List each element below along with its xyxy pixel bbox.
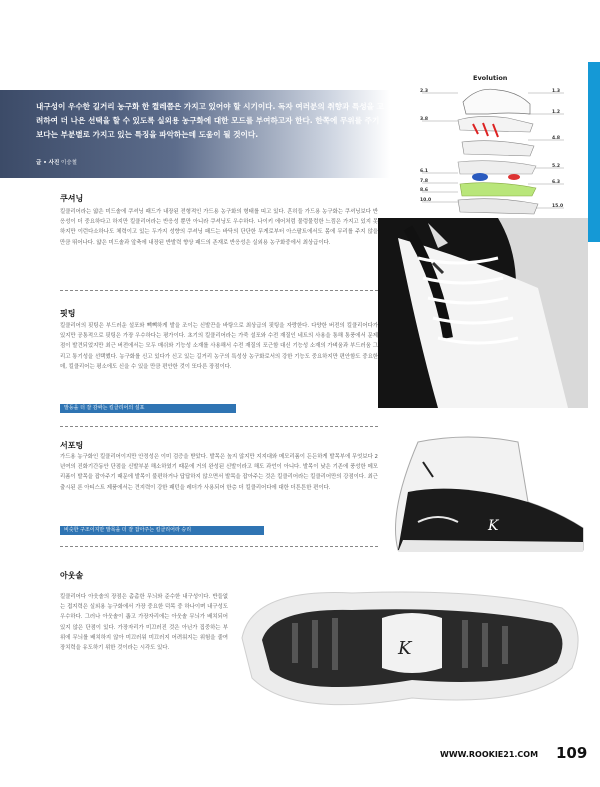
svg-text:K: K: [398, 638, 412, 659]
evolution-label: 7.8: [420, 179, 428, 184]
evolution-label: 10.0: [420, 198, 432, 203]
section-title-fitting: 핏팅: [60, 309, 76, 318]
svg-text:K: K: [488, 518, 499, 534]
section-tab: [588, 62, 600, 242]
evolution-label: 15.0: [552, 204, 564, 209]
photo-caption-supporting: 비슷한 구조이지만 발목을 더 잘 잡아주는 킬클리어라 승리: [60, 526, 264, 535]
section-body-outsole: 킬클리어다 아웃솔의 장점은 촘촘한 무늬와 준수한 내구성이다. 반들없는 접지력은 실외용 농구화에서 가장 중요한 덕목 중 하나이며 내구성도 우수하다. 그러나 아웃솔이 좁고 가장자리에는 아웃솔 무늬가 배치되어 있지 않은 단점이 있다. 가장자리가 미끄러진 것은 아닌가 집중하는 부위에 무늬를 배치하지 않아 미끄러워 미끄러지 어려워지는 위험을 줄여 장치력을 유도하기 위한 것이라는 시각도 있다.: [60, 594, 228, 652]
section-title-outsole: 아웃솔: [60, 571, 84, 580]
evolution-label: 4.8: [552, 136, 560, 141]
evolution-title: Evolution: [473, 74, 508, 82]
evolution-label: 6.3: [552, 180, 560, 185]
section-body-cushioning: 킬클리어라는 얇은 미드솔에 쿠셔닝 패드가 내장된 전형적인 가드용 농구화의 형태를 띠고 있다. 흔히들 가드용 농구화는 쿠셔닝보다 반응성이 더 중요하다고 하지만 킬클리어라는 반응성 뿐만 아니라 쿠셔닝도 우수하다. 나이키 에어처럼 물렁물렁한 느낌은 가지고 있지 못하지만 이런다소하나도 체력이고 있는 두가지 성향의 쿠셔닝 패드는 바닥의 단단한 무게로부터 아스팔트에서도 몸에 무리를 주지 않을 만큼 뛰어나다. 얇은 미드솔과 앞축에 내장된 반발력 향상 패드의 존재로 반응성은 실외용 농구화중에서 최상급이다.: [60, 209, 378, 246]
section-title-supporting: 서포팅: [60, 441, 84, 450]
evolution-diagram: [418, 84, 568, 224]
section-divider: [60, 546, 378, 547]
byline: [36, 158, 77, 166]
shoe-side-photo: [378, 432, 588, 560]
section-body-supporting: 가드용 농구화인 킬클리어이지만 안정성은 이미 검증을 받았다. 발목은 높지 않지만 지지대와 메모리폼이 든든하게 발목부에 무엇보다 2년여의 진화기간동안 단점을 신발부분 해소하였기 때문에 거의 완성된 신발이라고 해도 과언이 아니다. 발목이 낮은 기존에 풍성한 메모리폼이 발목을 잡아주기 때문에 발목이 불편하거나 답답하지 않으면서 발목을 잡아주는 것은 킬클리어라는 킬클리어만의 강점이다. 최근 출시된 론 아티스트 제품에서는 견지력이 강한 패턴을 레더가 사용되어 한층 더 킬클리어다에 대한 더튼튼한 편이다.: [60, 454, 378, 491]
section-body-fitting: 킬클리어의 핏팅은 부드러운 설포와 빽빽하게 발을 조이는 신발끈을 바탕으로 최상급의 핏팅을 자랑한다. 다양한 버전의 킬클리어다가 있지만 공통적으로 핏팅은 가장 우수하다는 평가이다. 초기의 킬클리어라는 가죽 설포와 수전 재질인 네트의 사용을 통해 통풍에서 문제점이 발견되었지만 최근 버전에서는 모두 매쉬와 기능성 소재를 사용해서 수전 재질의 포근함 대신 기능성 소재의 가벼움과 부드러움 그리고 통기성을 선택했다. 농구화를 신고 있다가 신고 있는 길거리 농구의 특성상 농구화로서의 강한 기능도 중요하지만 편안함도 중요한데, 킬클리어는 평소에도 신을 수 있을 만큼 편안한 것이 또다른 장점이다.: [60, 323, 378, 370]
section-divider: [60, 426, 378, 427]
evolution-label: 1.2: [552, 110, 560, 115]
footer-url[interactable]: WWW.ROOKIE21.COM: [440, 750, 539, 759]
section-title-cushioning: 쿠셔닝: [60, 194, 84, 203]
page-number: 109: [556, 744, 588, 762]
evolution-label: 5.2: [552, 164, 560, 169]
intro-text: 내구성이 우수한 길거리 농구화 한 켤레쯤은 가지고 있어야 할 시기이다. 독자 여러분의 취향과 특성을 고려하여 더 나은 선택을 할 수 있도록 실외용 농구화에 대한 모드를 부여하고자 한다. 한쪽에 무위를 주기 보다는 부분별로 가지고 있는 특징을 파악하는데 도움이 될 것이다.: [36, 102, 384, 139]
photo-caption-fitting: 발등을 더 잘 감싸는 킬클리어의 설포: [60, 404, 236, 413]
outsole-photo: [232, 568, 588, 730]
evolution-label: 6.1: [420, 169, 428, 174]
evolution-label: 2.3: [420, 89, 428, 94]
evolution-label: 8.6: [420, 188, 428, 193]
evolution-label: 3.8: [420, 117, 428, 122]
byline-name: 이승철: [61, 160, 77, 166]
section-divider: [60, 290, 378, 291]
shoe-laces-photo: [378, 218, 588, 408]
byline-label: 글 • 사진: [36, 160, 60, 166]
evolution-label: 1.3: [552, 89, 560, 94]
